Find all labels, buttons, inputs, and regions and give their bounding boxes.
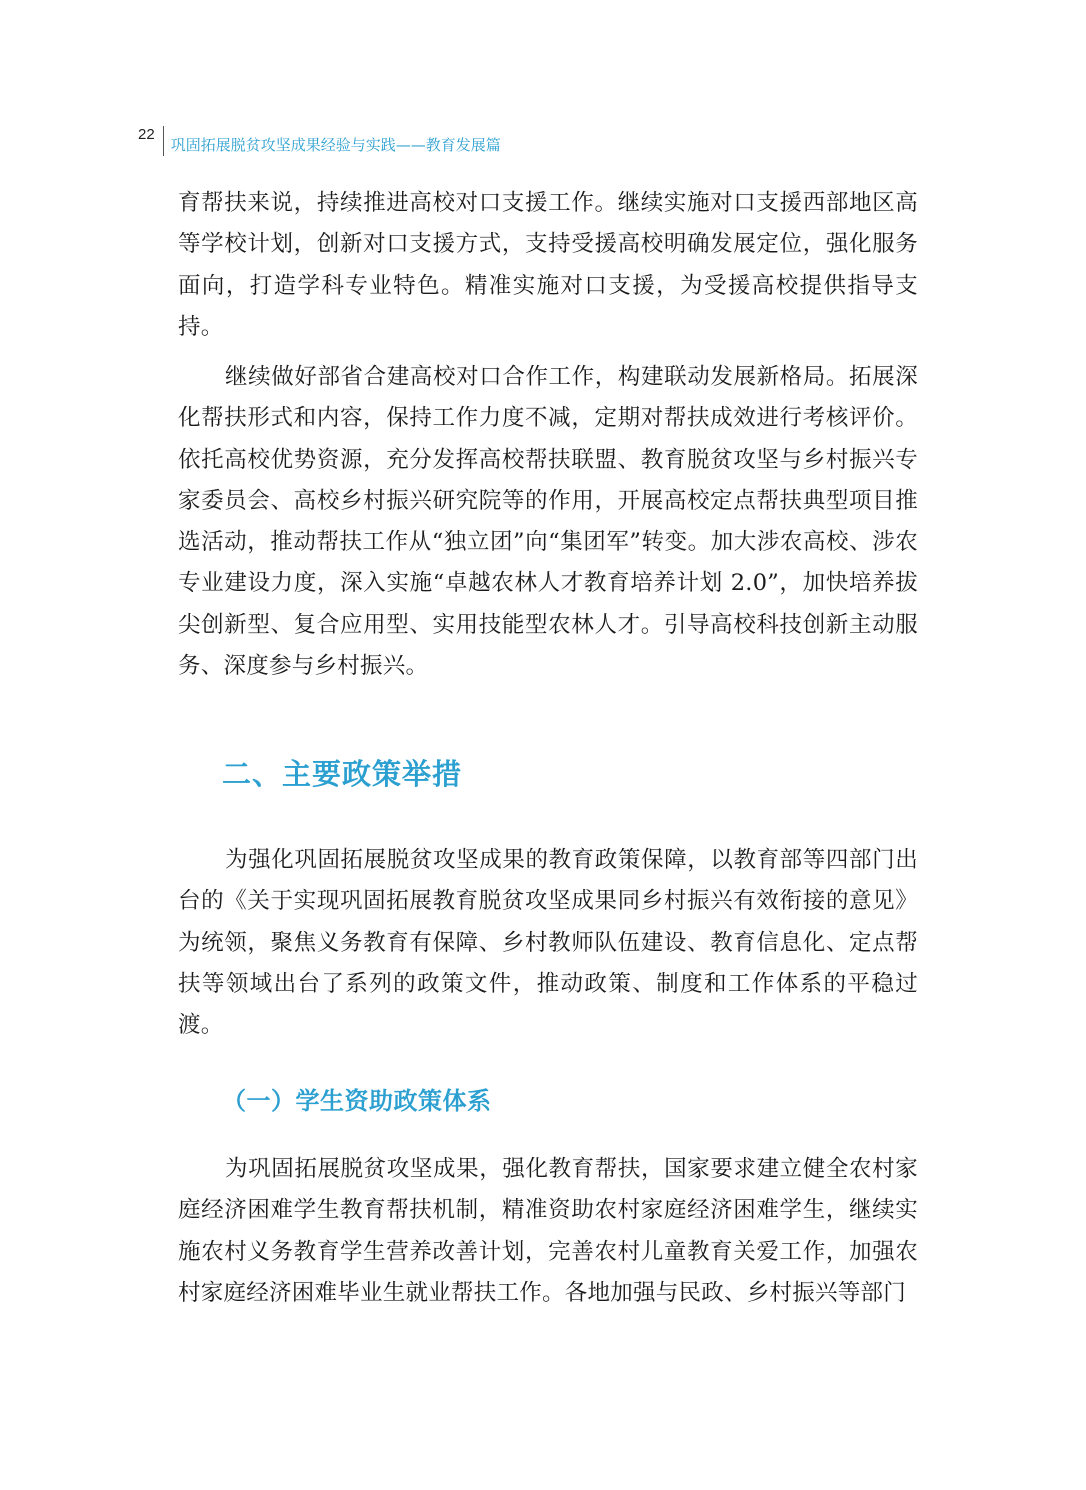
paragraph-student-aid: 为巩固拓展脱贫攻坚成果，强化教育帮扶，国家要求建立健全农村家庭经济困难学生教育帮扶机制，精准资助农村家庭经济困难学生，继续实施农村义务教育学生营养改善计划，完善农村儿童教育关爱工作，加强农村家庭经济困难毕业生就业帮扶工作。各地加强与民政、乡村振兴等部门 — [178, 1156, 918, 1306]
paragraph-continuation: 育帮扶来说，持续推进高校对口支援工作。继续实施对口支援西部地区高等学校计划，创新对口支援方式，支持受援高校明确发展定位，强化服务面向，打造学科专业特色。精准实施对口支援，为受援高校提供指导支持。 — [178, 190, 918, 340]
subsection-heading: （一）学生资助政策体系 — [222, 1087, 492, 1115]
paragraph-cooperation: 继续做好部省合建高校对口合作工作，构建联动发展新格局。拓展深化帮扶形式和内容，保持工作力度不减，定期对帮扶成效进行考核评价。依托高校优势资源，充分发挥高校帮扶联盟、教育脱贫攻坚与乡村振兴专家委员会、高校乡村振兴研究院等的作用，开展高校定点帮扶典型项目推选活动，推动帮扶工作从“独立团”向“集团军”转变。加大涉农高校、涉农专业建设力度，深入实施“卓越农林人才教育培养计划 2.0”，加快培养拔尖创新型、复合应用型、实用技能型农林人才。引导高校科技创新主动服务、深度参与乡村振兴。 — [178, 364, 918, 680]
paragraph-policy-intro: 为强化巩固拓展脱贫攻坚成果的教育政策保障，以教育部等四部门出台的《关于实现巩固拓展教育脱贫攻坚成果同乡村振兴有效衔接的意见》为统领，聚焦义务教育有保障、乡村教师队伍建设、教育信息化、定点帮扶等领域出台了系列的政策文件，推动政策、制度和工作体系的平稳过渡。 — [178, 847, 918, 1039]
header-divider — [163, 126, 164, 156]
page-number: 22 — [138, 126, 155, 143]
running-title: 巩固拓展脱贫攻坚成果经验与实践——教育发展篇 — [170, 136, 501, 154]
page-header — [138, 126, 501, 156]
section-heading: 二、主要政策举措 — [222, 757, 463, 791]
